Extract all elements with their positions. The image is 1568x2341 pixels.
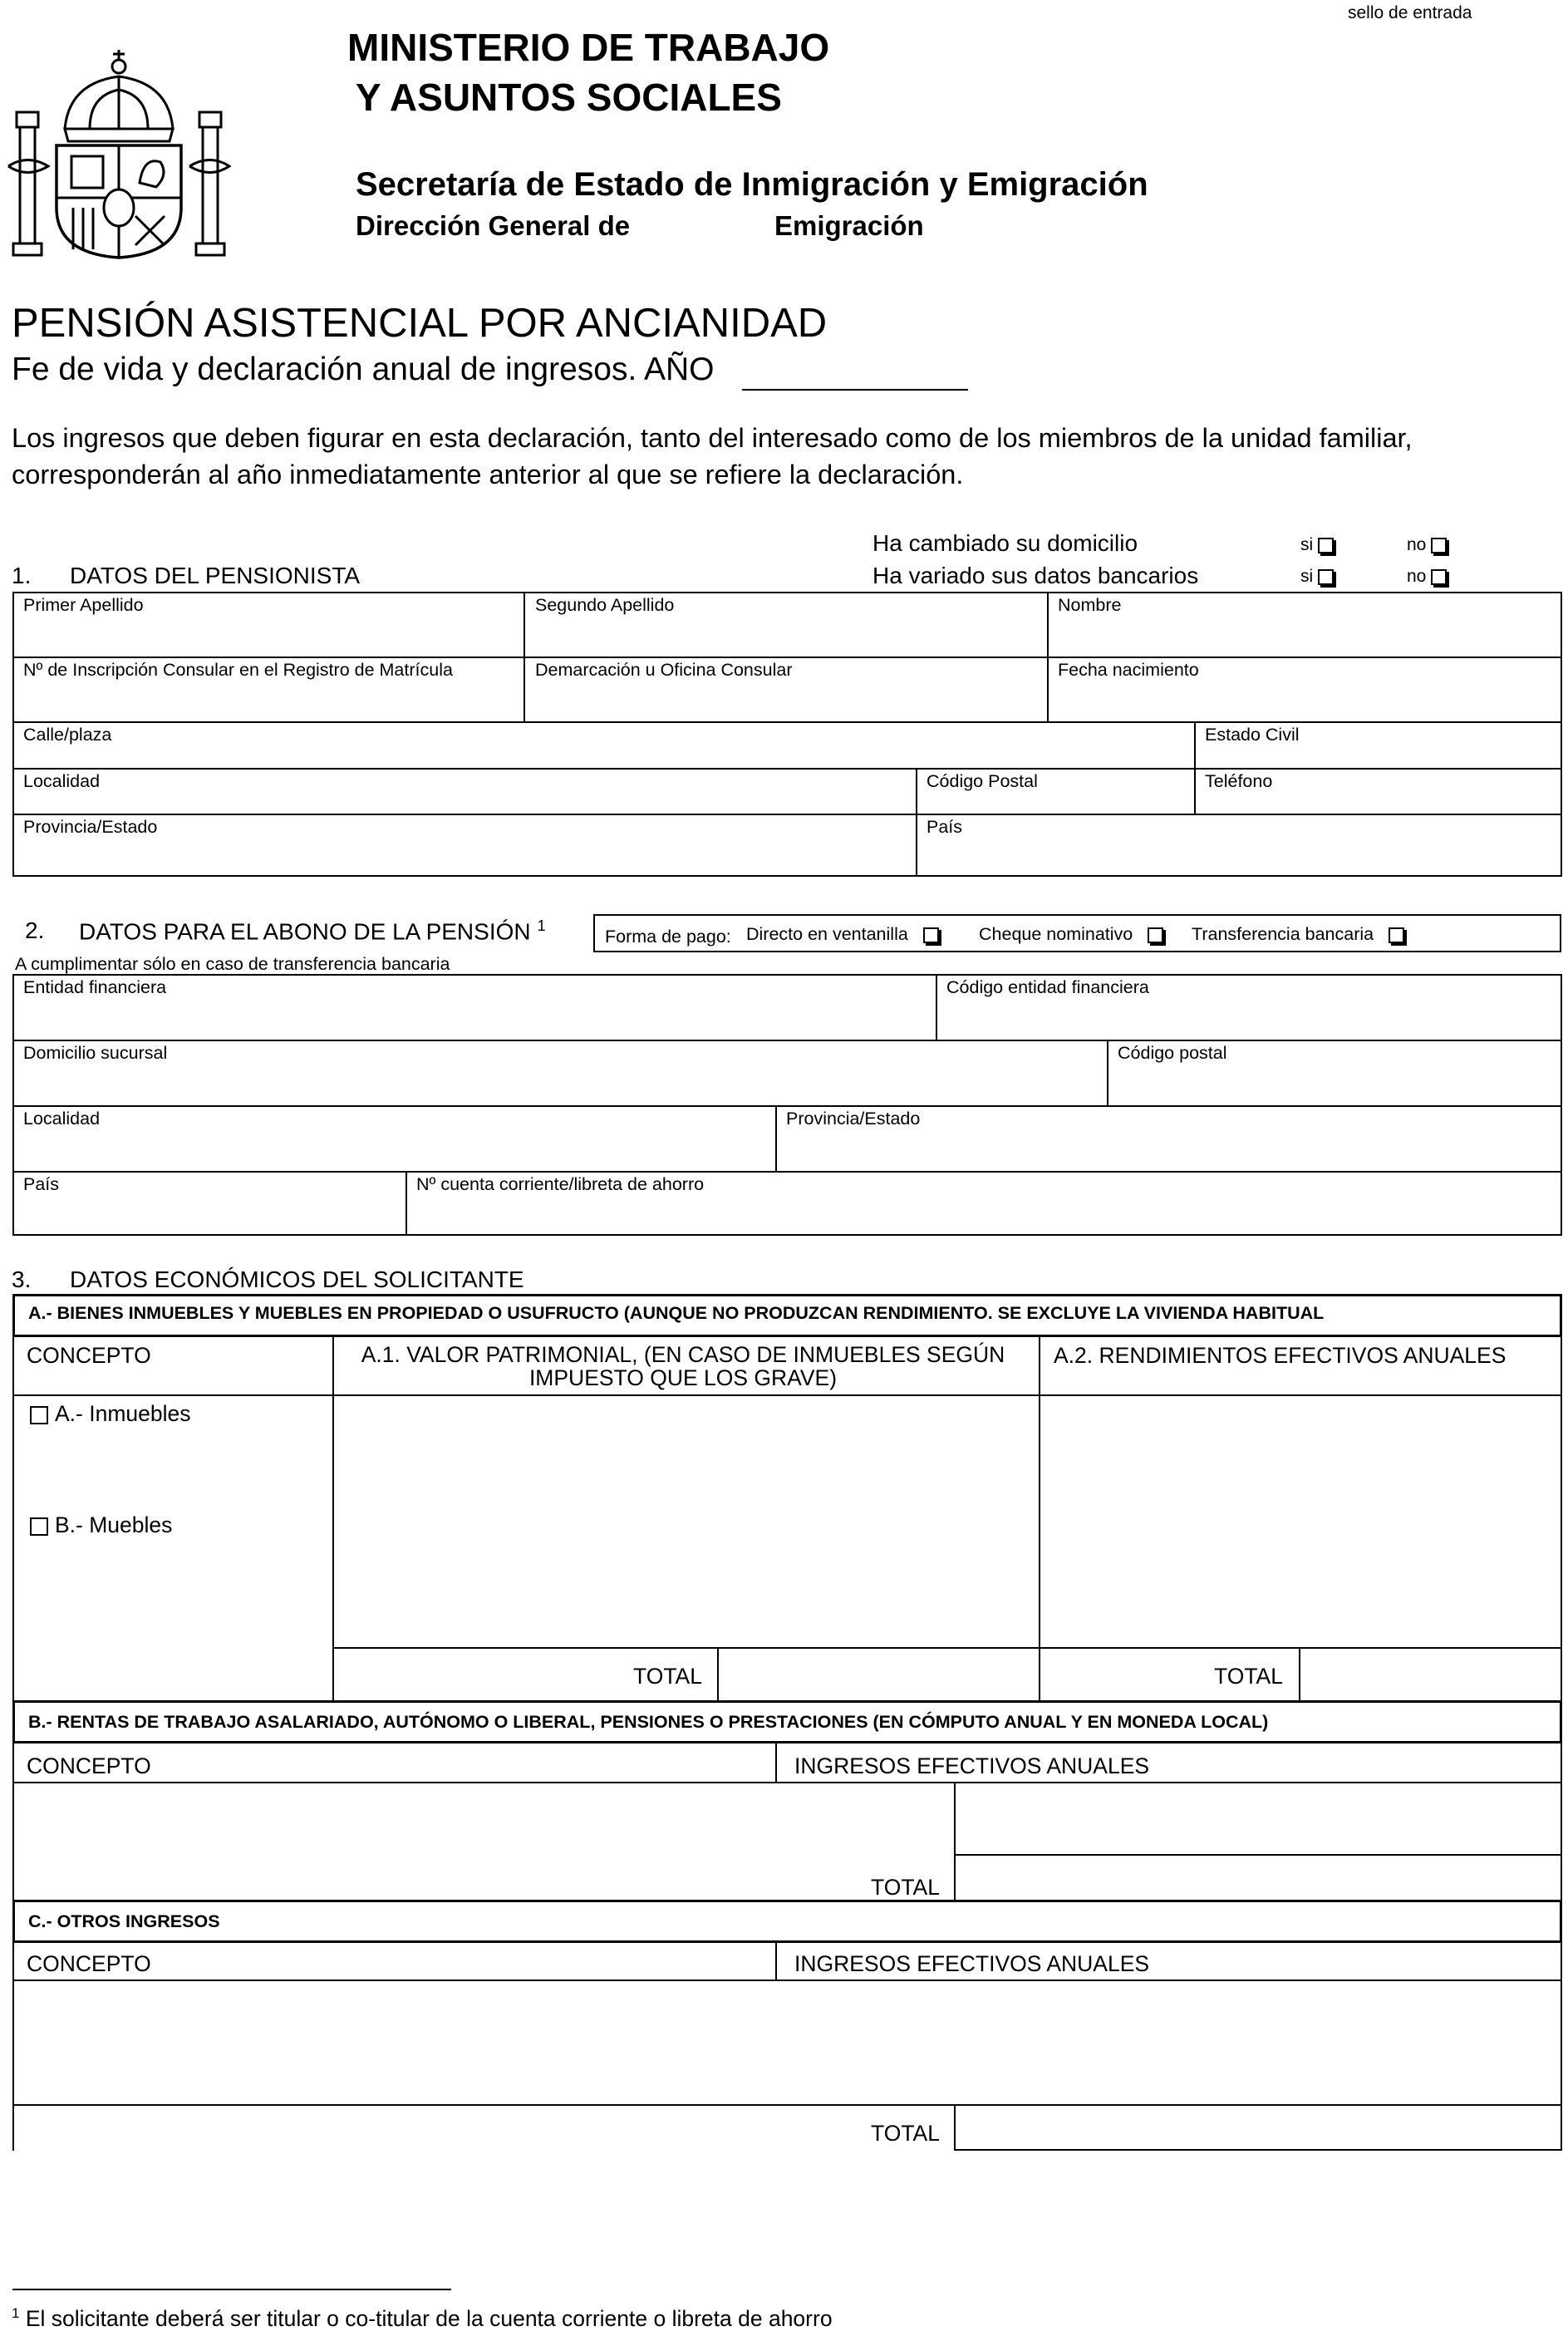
checkbox[interactable] bbox=[923, 927, 939, 943]
address-no[interactable]: no bbox=[1407, 535, 1447, 555]
section3c-col-concept: CONCEPTO bbox=[27, 1951, 151, 1976]
field-birth-date[interactable]: Fecha nacimiento bbox=[1058, 660, 1199, 680]
field-province[interactable]: Provincia/Estado bbox=[23, 817, 158, 837]
section3b-col-income: INGRESOS EFECTIVOS ANUALES bbox=[794, 1753, 1150, 1778]
checkbox[interactable] bbox=[1431, 538, 1447, 553]
field-phone[interactable]: Teléfono bbox=[1205, 771, 1273, 791]
q-address-changed: Ha cambiado su domicilio bbox=[872, 530, 1138, 556]
section1-title: DATOS DEL PENSIONISTA bbox=[70, 563, 361, 588]
field-street[interactable]: Calle/plaza bbox=[23, 725, 112, 745]
payment-direct[interactable]: Directo en ventanilla bbox=[746, 924, 939, 945]
section3c-header: C.- OTROS INGRESOS bbox=[28, 1911, 220, 1931]
ministry-name-line2: Y ASUNTOS SOCIALES bbox=[356, 76, 782, 119]
option-movable-assets[interactable]: B.- Muebles bbox=[30, 1512, 172, 1538]
option-real-estate[interactable]: A.- Inmuebles bbox=[30, 1401, 191, 1427]
checkbox[interactable] bbox=[1148, 927, 1163, 943]
field-bank[interactable]: Entidad financiera bbox=[23, 977, 167, 997]
field-civil-status[interactable]: Estado Civil bbox=[1205, 725, 1300, 745]
year-input[interactable] bbox=[742, 386, 968, 391]
field-branch-locality[interactable]: Localidad bbox=[23, 1109, 101, 1129]
payment-cheque[interactable]: Cheque nominativo bbox=[979, 924, 1163, 945]
section3a-col-concept: CONCEPTO bbox=[27, 1343, 151, 1368]
checkbox[interactable] bbox=[1318, 538, 1334, 553]
field-locality[interactable]: Localidad bbox=[23, 771, 101, 791]
field-second-surname[interactable]: Segundo Apellido bbox=[535, 595, 675, 615]
checkbox[interactable] bbox=[1318, 569, 1334, 585]
section2-title: DATOS PARA EL ABONO DE LA PENSIÓN $^1$ bbox=[79, 917, 546, 945]
address-yes[interactable]: si bbox=[1300, 535, 1334, 555]
field-consular-office[interactable]: Demarcación u Oficina Consular bbox=[535, 660, 793, 680]
section2-number: 2. bbox=[25, 917, 45, 943]
coat-of-arms-icon bbox=[7, 50, 231, 262]
footnote-rule bbox=[12, 2289, 451, 2290]
field-account-number[interactable]: Nº cuenta corriente/libreta de ahorro bbox=[416, 1174, 705, 1194]
field-country[interactable]: País bbox=[927, 817, 963, 837]
checkbox[interactable] bbox=[30, 1406, 48, 1424]
stamp-label: sello de entrada bbox=[1348, 3, 1472, 22]
field-postal-code[interactable]: Código Postal bbox=[927, 771, 1038, 791]
field-consular-registration[interactable]: Nº de Inscripción Consular en el Registro de Matrícula bbox=[23, 660, 453, 680]
section1-number: 1. bbox=[12, 563, 32, 588]
section3-title: DATOS ECONÓMICOS DEL SOLICITANTE bbox=[70, 1266, 524, 1292]
field-branch-postal-code[interactable]: Código postal bbox=[1118, 1043, 1227, 1063]
directorate-name: Dirección General de bbox=[356, 210, 631, 241]
section3a-header: A.- BIENES INMUEBLES Y MUEBLES EN PROPIEDAD O USUFRUCTO (AUNQUE NO PRODUZCAN RENDIMIENTO. SE EXCLUYE LA VIVIENDA HABITUAL bbox=[28, 1303, 1325, 1323]
transfer-note: A cumplimentar sólo en caso de transferencia bancaria bbox=[15, 954, 450, 974]
directorate-name-suffix: Emigración bbox=[774, 210, 924, 241]
payment-transfer[interactable]: Transferencia bancaria bbox=[1192, 924, 1404, 945]
ministry-name-line1: MINISTERIO DE TRABAJO bbox=[347, 26, 830, 69]
section3c-col-income: INGRESOS EFECTIVOS ANUALES bbox=[794, 1951, 1150, 1976]
bank-no[interactable]: no bbox=[1407, 567, 1447, 587]
section3b-total-label: TOTAL bbox=[871, 1875, 940, 1900]
field-branch-province[interactable]: Provincia/Estado bbox=[786, 1109, 921, 1129]
checkbox[interactable] bbox=[30, 1517, 48, 1536]
section3a-total-label-1: TOTAL bbox=[633, 1664, 702, 1689]
field-first-surname[interactable]: Primer Apellido bbox=[23, 595, 144, 615]
secretariat-name: Secretaría de Estado de Inmigración y Emigración bbox=[356, 166, 1148, 203]
section3c-total-label: TOTAL bbox=[871, 2121, 940, 2146]
checkbox[interactable] bbox=[1431, 569, 1447, 585]
section3a-total-label-2: TOTAL bbox=[1214, 1664, 1283, 1689]
checkbox[interactable] bbox=[1389, 927, 1404, 943]
section3a-col-yield: A.2. RENDIMIENTOS EFECTIVOS ANUALES bbox=[1054, 1343, 1507, 1368]
field-branch-country[interactable]: País bbox=[23, 1174, 60, 1194]
form-title: PENSIÓN ASISTENCIAL POR ANCIANIDAD bbox=[12, 301, 828, 346]
footnote: $^1$ El solicitante deberá ser titular o co-titular de la cuenta corriente o libreta de ahorro bbox=[12, 2305, 833, 2331]
q-bank-changed: Ha variado sus datos bancarios bbox=[872, 563, 1199, 588]
field-bank-code[interactable]: Código entidad financiera bbox=[946, 977, 1149, 997]
section3b-col-concept: CONCEPTO bbox=[27, 1753, 151, 1778]
form-subtitle: Fe de vida y declaración anual de ingresos. AÑO bbox=[12, 352, 715, 387]
pensioner-data-table bbox=[12, 592, 1562, 877]
bank-yes[interactable]: si bbox=[1300, 567, 1334, 587]
intro-paragraph: Los ingresos que deben figurar en esta declaración, tanto del interesado como de los miembros de la unidad familiar, corresponderán al año inmediatamente anterior al que se refiere la declaración. bbox=[12, 423, 1413, 489]
section3-number: 3. bbox=[12, 1266, 32, 1292]
payment-method-label: Forma de pago: bbox=[605, 927, 731, 947]
section3c-header-box bbox=[12, 1900, 1562, 1943]
field-name[interactable]: Nombre bbox=[1058, 595, 1122, 615]
section3a-col-value: A.1. VALOR PATRIMONIAL, (EN CASO DE INMUEBLES SEGÚN IMPUESTO QUE LOS GRAVE) bbox=[361, 1342, 1005, 1390]
field-branch-address[interactable]: Domicilio sucursal bbox=[23, 1043, 168, 1063]
section3b-header: B.- RENTAS DE TRABAJO ASALARIADO, AUTÓNOMO O LIBERAL, PENSIONES O PRESTACIONES (EN CÓMPUTO ANUAL Y EN MONEDA LOCAL) bbox=[28, 1712, 1269, 1732]
